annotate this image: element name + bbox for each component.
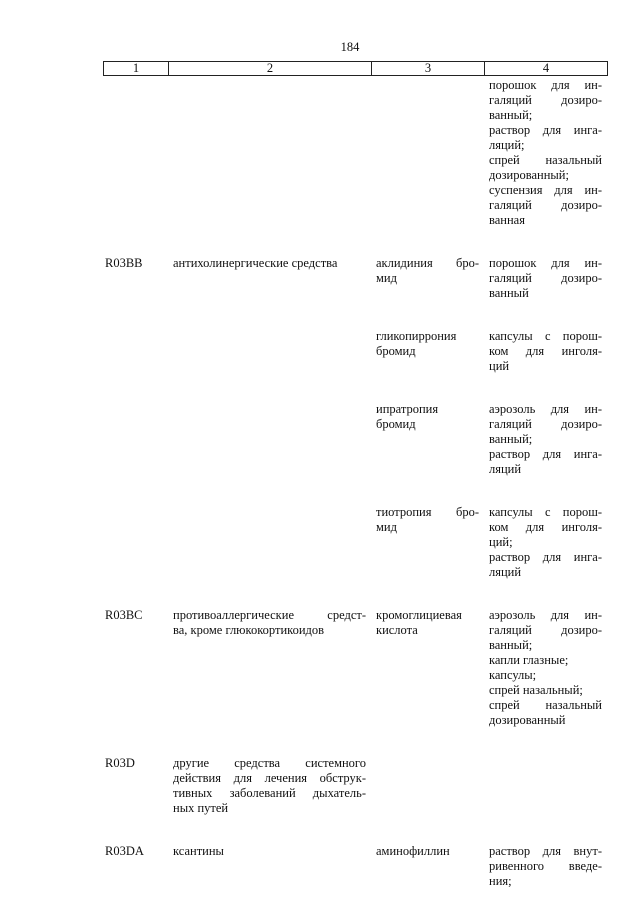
dosage-form-line: капли глазные; (489, 653, 569, 667)
dosage-form-line: ванный; (489, 108, 533, 122)
dosage-form-line: ком для инголя- (489, 520, 602, 534)
drug-group (168, 756, 371, 816)
drug-name-line: ипратропия (376, 402, 439, 416)
drug-name (371, 844, 484, 889)
dosage-form-line: спрей назальный (489, 153, 602, 167)
dosage-form-line: суспензия для ин- (489, 183, 602, 197)
dosage-form-line: ванный; (489, 638, 533, 652)
drug-group (168, 78, 371, 228)
dosage-form-line: спрей назальный; (489, 683, 583, 697)
drug-group (168, 256, 371, 301)
drug-name-line: кромоглициевая (376, 608, 462, 622)
drug-name (371, 78, 484, 228)
drug-name (371, 756, 484, 816)
atc-code: R03BC (105, 608, 143, 622)
dosage-form-line: ций (489, 359, 510, 373)
dosage-form-line: галяций дозиро- (489, 93, 602, 107)
column-header-table (103, 61, 608, 76)
atc-code: R03D (105, 756, 135, 770)
dosage-form-line: галяций дозиро- (489, 271, 602, 285)
atc-code (103, 329, 168, 374)
dosage-form-line: ванный; (489, 432, 533, 446)
drug-name-line: бромид (376, 417, 416, 431)
drug-group-line: противоаллергические средст- (173, 608, 366, 622)
column-header-4: 4 (485, 62, 608, 76)
drug-group-line: ксантины (173, 844, 224, 858)
page-number: 184 (340, 40, 360, 54)
dosage-form-line: галяций дозиро- (489, 623, 602, 637)
drug-name-line: гликопиррония (376, 329, 457, 343)
dosage-form-line: ванная (489, 213, 525, 227)
dosage-form-line: ляций (489, 565, 522, 579)
dosage-form-line: ций; (489, 535, 513, 549)
drug-table-body (103, 78, 607, 889)
atc-code (103, 78, 168, 228)
dosage-form-line: раствор для внут- (489, 844, 602, 858)
table-row (103, 844, 607, 889)
drug-group (168, 505, 371, 580)
drug-name-line: мид (376, 520, 397, 534)
dosage-form-line: ляций (489, 462, 522, 476)
column-header-1: 1 (104, 62, 169, 76)
drug-name (371, 608, 484, 728)
drug-name (371, 402, 484, 477)
drug-group-line: антихолинергические средства (173, 256, 338, 270)
dosage-form-line: ния; (489, 874, 512, 888)
dosage-forms (484, 756, 607, 816)
table-row (103, 402, 607, 477)
drug-group (168, 608, 371, 728)
dosage-forms (484, 505, 607, 580)
dosage-form-line: порошок для ин- (489, 256, 602, 270)
dosage-forms (484, 78, 607, 228)
dosage-forms (484, 402, 607, 477)
dosage-form-line: раствор для инга- (489, 123, 602, 137)
table-row (103, 329, 607, 374)
drug-group-line: ва, кроме глюкокортикоидов (173, 623, 325, 637)
dosage-forms (484, 256, 607, 301)
drug-group-line: тивных заболеваний дыхатель- (173, 786, 366, 800)
drug-group (168, 402, 371, 477)
column-header-2: 2 (169, 62, 372, 76)
dosage-form-line: ванный (489, 286, 529, 300)
dosage-form-line: капсулы с порош- (489, 329, 602, 343)
table-row (103, 78, 607, 228)
dosage-form-line: дозированный; (489, 168, 569, 182)
table-row (103, 256, 607, 301)
drug-name-line: кислота (376, 623, 418, 637)
dosage-forms (484, 329, 607, 374)
dosage-form-line: капсулы; (489, 668, 537, 682)
dosage-form-line: капсулы с порош- (489, 505, 602, 519)
dosage-form-line: ривенного введе- (489, 859, 602, 873)
drug-group-line: другие средства системного (173, 756, 366, 770)
drug-name-line: бромид (376, 344, 416, 358)
drug-group-line: действия для лечения обструк- (173, 771, 366, 785)
dosage-forms (484, 608, 607, 728)
drug-group (168, 329, 371, 374)
drug-group-line: ных путей (173, 801, 229, 815)
atc-code: R03BB (105, 256, 143, 270)
column-header-3: 3 (372, 62, 485, 76)
drug-name-line: аклидиния бро- (376, 256, 479, 270)
atc-code (103, 505, 168, 580)
atc-code: R03DA (105, 844, 144, 858)
table-row (103, 505, 607, 580)
dosage-form-line: порошок для ин- (489, 78, 602, 92)
dosage-form-line: аэрозоль для ин- (489, 402, 602, 416)
dosage-form-line: раствор для инга- (489, 550, 602, 564)
dosage-form-line: спрей назальный (489, 698, 602, 712)
drug-name (371, 256, 484, 301)
drug-name-line: тиотропия бро- (376, 505, 479, 519)
drug-name-line: аминофиллин (376, 844, 450, 858)
dosage-form-line: аэрозоль для ин- (489, 608, 602, 622)
atc-code (103, 402, 168, 477)
dosage-form-line: галяций дозиро- (489, 198, 602, 212)
dosage-form-line: раствор для инга- (489, 447, 602, 461)
dosage-form-line: дозированный (489, 713, 566, 727)
table-row (103, 608, 607, 728)
drug-group (168, 844, 371, 889)
drug-name-line: мид (376, 271, 397, 285)
dosage-form-line: ляций; (489, 138, 525, 152)
dosage-form-line: ком для инголя- (489, 344, 602, 358)
table-row (103, 756, 607, 816)
dosage-forms (484, 844, 607, 889)
dosage-form-line: галяций дозиро- (489, 417, 602, 431)
drug-name (371, 329, 484, 374)
drug-name (371, 505, 484, 580)
